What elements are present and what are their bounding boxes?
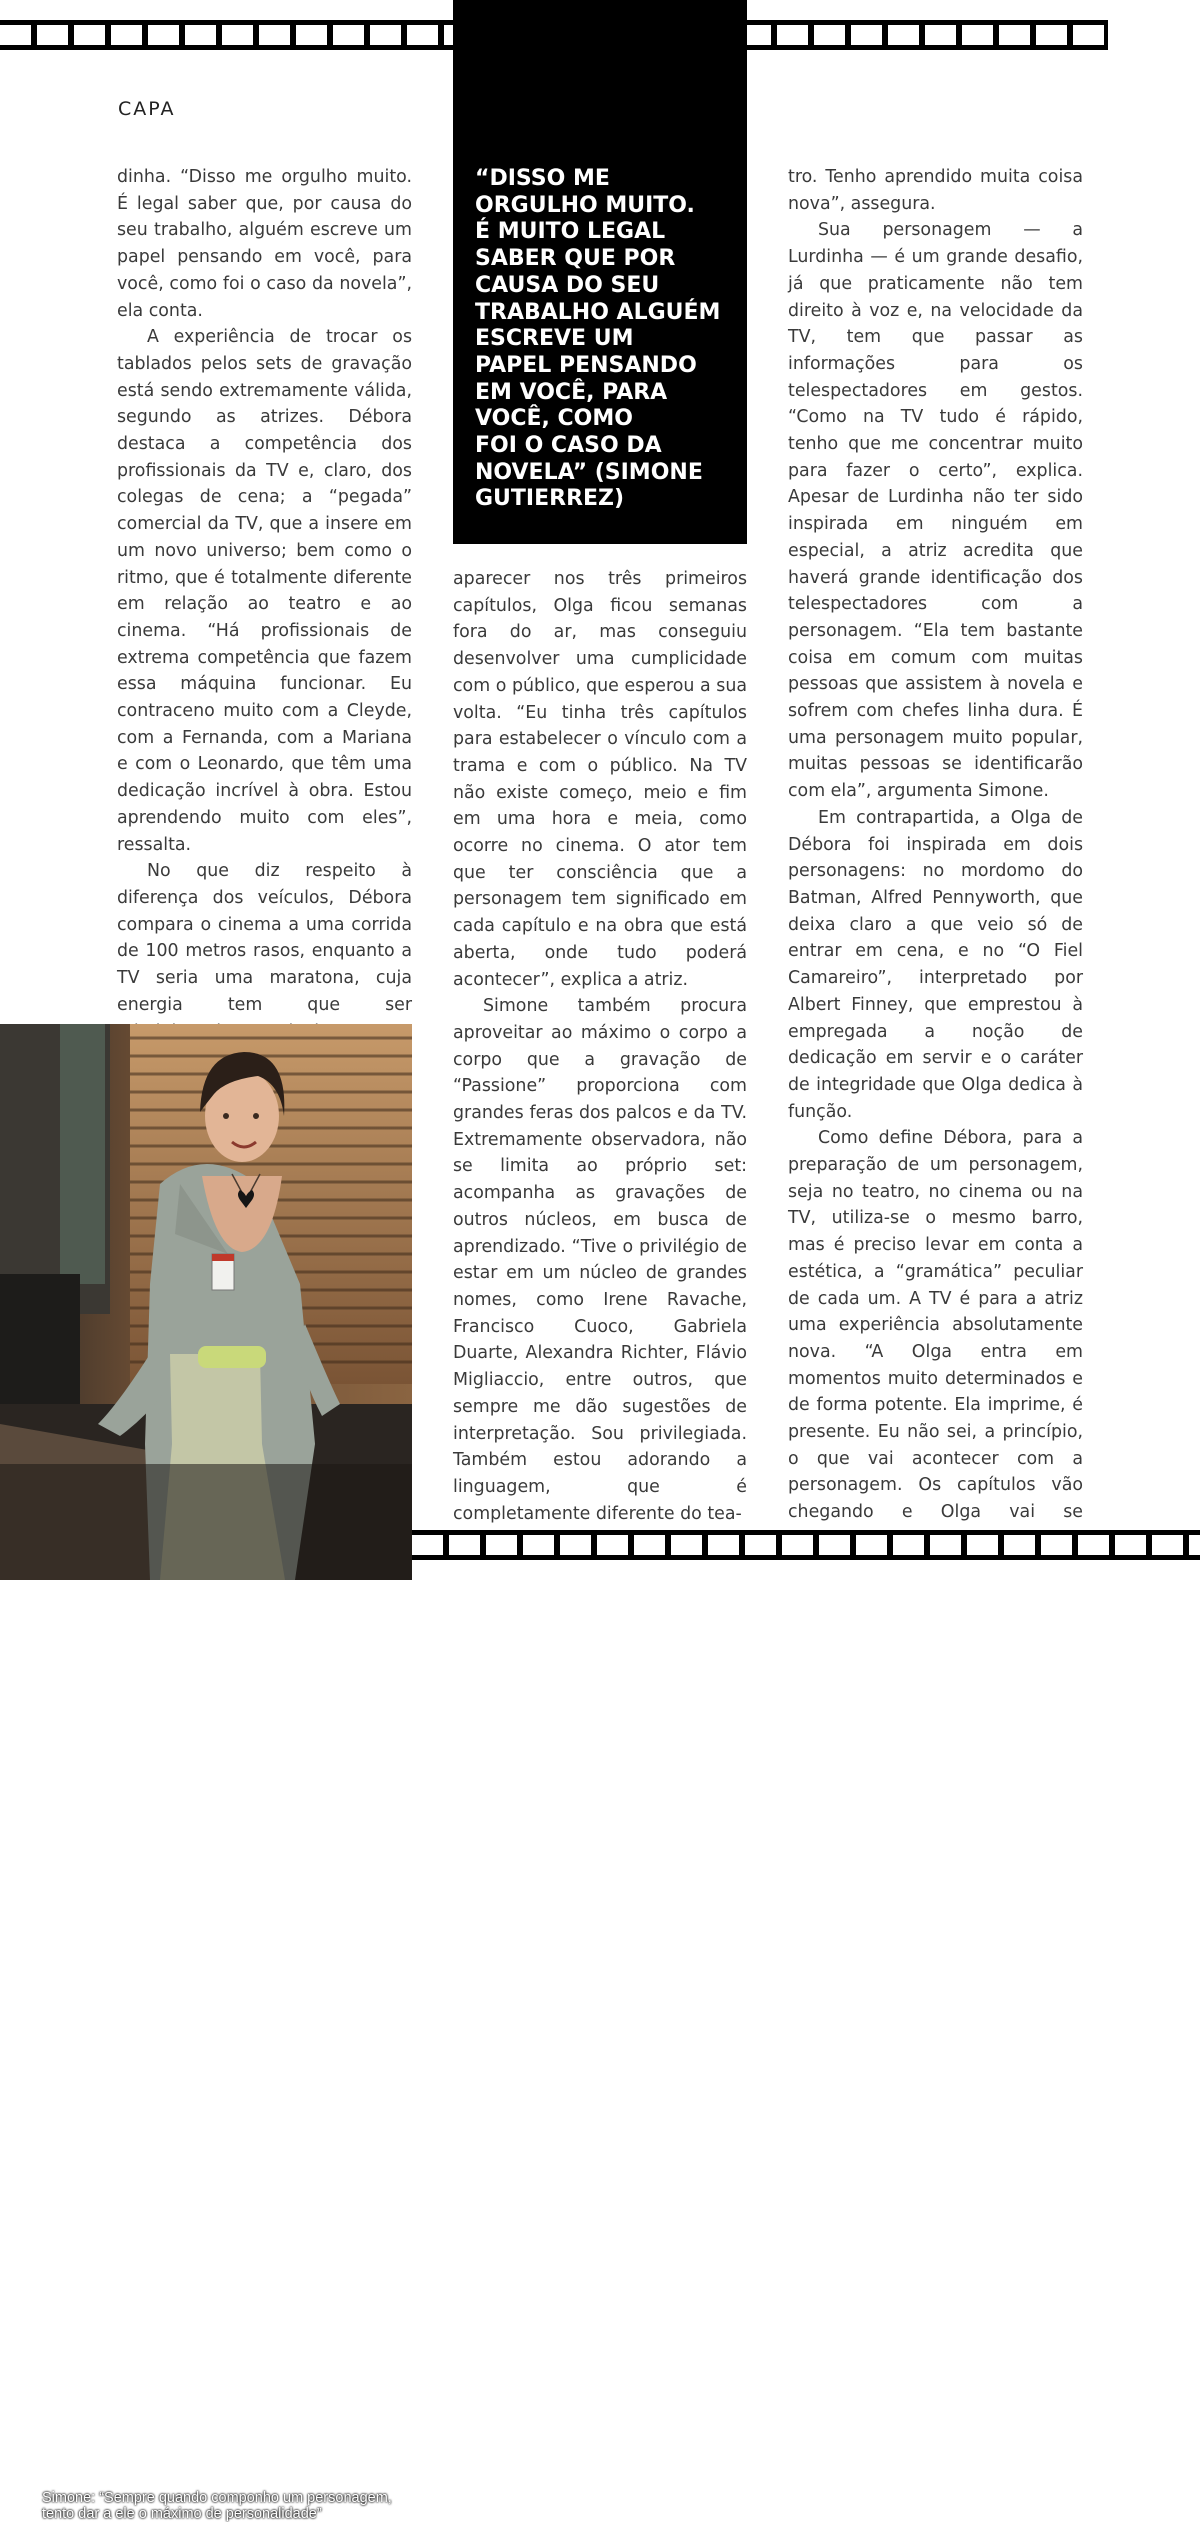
paragraph: Simone também procura aproveitar ao máximo o corpo a corpo que a gravação de “Passione” proporciona com grandes feras dos palcos e da TV. Extremamente observadora, não se limita ao próprio set: acompanha as gravações de outros núcleos, em busca de aprendizado. “Tive o privilégio de estar em um núcleo de grandes nomes, como Irene Ravache, Francisco Cuoco, Gabriela Duarte, Alexandra Richter, Flávio Migliaccio, entre outros, que sempre me dão sugestões de interpretação. Sou privilegiada. Também estou adorando a linguagem, que é completamente diferente do tea-	[453, 996, 747, 1524]
section-label: CAPA	[118, 98, 176, 120]
article-column-1	[117, 164, 412, 1045]
paragraph: tro. Tenho aprendido muita coisa nova”, assegura.	[788, 167, 1083, 214]
article-column-3	[788, 164, 1083, 1553]
paragraph: Em contrapartida, a Olga de Débora foi inspirada em dois personagens: no mordomo do Batman, Alfred Pennyworth, que deixa claro a que veio só de entrar em cena, e no “O Fiel Camareiro”, interpretado por Albert Finney, que emprestou à empregada a noção de dedicação em servir e o caráter de integridade que Olga dedica à função.	[788, 807, 1083, 1122]
pullquote-box	[453, 0, 747, 544]
paragraph: dinha. “Disso me orgulho muito. É legal saber que, por causa do seu trabalho, alguém escreve um papel pensando em você, para você, como foi o caso da novela”, ela conta.	[117, 167, 412, 321]
portrait-illustration	[0, 1024, 412, 1580]
paragraph: Como define Débora, para a preparação de um personagem, seja no teatro, no cinema ou na TV, utiliza-se o mesmo barro, mas é preciso levar em conta a estética, a “gramática” peculiar de cada um. A TV é para a atriz uma experiência absolutamente nova. “A Olga entra em momentos muito determinados e de forma potente. Ela imprime, é presente. Eu não sei, a princípio, o que vai acontecer com a personagem. Os capítulos vão chegando e Olga vai se	[788, 1128, 1083, 1523]
paragraph: A experiência de trocar os tablados pelos sets de gravação está sendo extremamente válida, segundo as atrizes. Débora destaca a competência dos profissionais da TV e, claro, dos colegas de cena; a “pegada” comercial da TV, que a insere em um novo universo; bem como o ritmo, que é totalmente diferente em relação ao teatro e ao cinema. “Há profissionais de extrema competência que fazem essa máquina funcionar. Eu contraceno muito com a Cleyde, com a Fernanda, com a Mariana e com o Leonardo, que têm uma dedicação incrível à obra. Estou aprendendo muito com eles”, ressalta.	[117, 327, 412, 855]
paragraph: aparecer nos três primeiros capítulos, Olga ficou semanas fora do ar, mas conseguiu desenvolver uma cumplicidade com o público, que esperou a sua volta. “Eu tinha três capítulos para estabelecer o vínculo com a trama e com o público. Na TV não existe começo, meio e fim em uma hora e meia, como ocorre no cinema. O ator tem que ter consciência que a personagem tem significado em cada capítulo e na obra que está aberta, onde tudo poderá acontecer”, explica a atriz.	[453, 569, 747, 990]
paragraph: No que diz respeito à diferença dos veículos, Débora compara o cinema a uma corrida de 100 metros rasos, enquanto a TV seria uma maratona, cuja energia tem que ser	[117, 861, 412, 1015]
film-strip-bottom	[412, 1530, 1200, 1560]
portrait-photo	[0, 1024, 412, 2522]
photo-caption: Simone: “Sempre quando componho um personagem, tento dar a ele o máximo de personalidade”	[42, 2490, 392, 2522]
pullquote-text: “DISSO ME ORGULHO MUITO. É MUITO LEGAL SABER QUE POR CAUSA DO SEU TRABALHO ALGUÉM ESCREVE UM PAPEL PENSANDO EM VOCÊ, PARA VOCÊ, COMO FOI O CASO DA NOVELA” (SIMONE GUTIERREZ)	[475, 166, 721, 512]
article-column-2	[453, 566, 747, 1527]
paragraph: Sua personagem — a Lurdinha — é um grande desafio, já que praticamente não tem direito à voz e, na velocidade da TV, tem que passar as informações para os telespectadores em gestos. “Como na TV tudo é rápido, tenho que me concentrar muito para fazer o certo”, explica. Apesar de Lurdinha não ter sido inspirada em ninguém em especial, a atriz acredita que haverá grande identificação dos telespectadores com a personagem. “Ela tem bastante coisa em comum com muitas pessoas que assistem à novela e sofrem com chefes linha dura. É uma personagem muito popular, muitas pessoas se identificarão com ela”, argumenta Simone.	[788, 220, 1083, 802]
